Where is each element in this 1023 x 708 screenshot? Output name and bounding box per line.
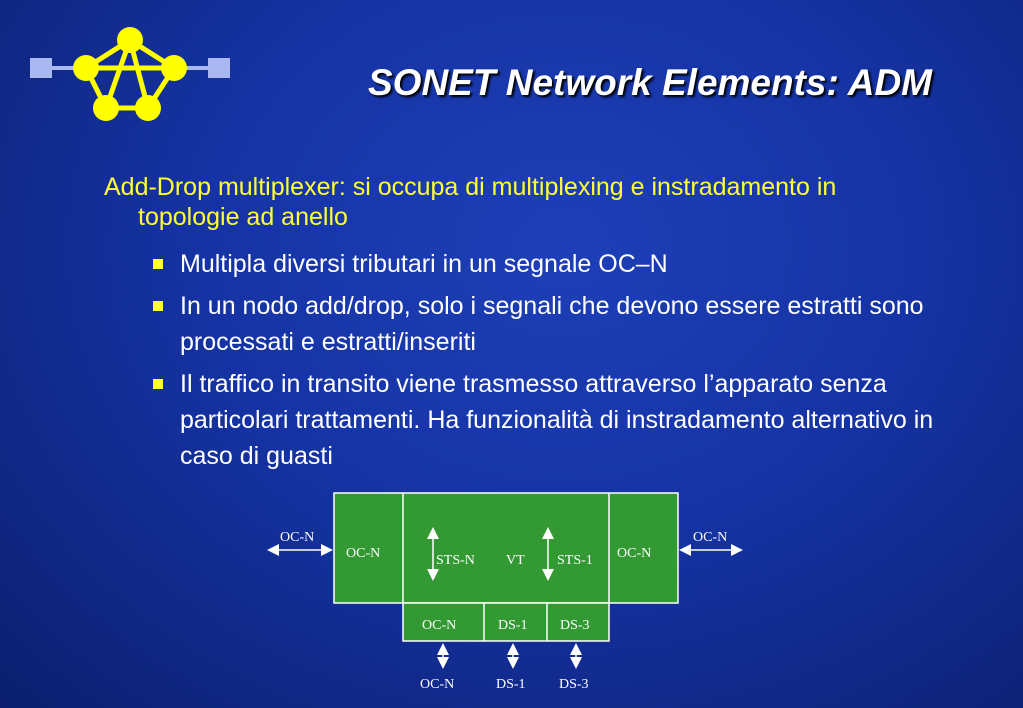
bullet-item — [150, 288, 950, 360]
logo-port-left — [30, 58, 52, 78]
bullet-item — [150, 366, 950, 474]
slide-title: SONET Network Elements: ADM — [368, 62, 932, 103]
network-topology-logo-icon — [28, 26, 238, 126]
center-label-sts-n: STS-N — [436, 553, 475, 568]
center-label-vt: VT — [506, 553, 525, 568]
left-port-label: OC-N — [280, 530, 315, 545]
tributary-block-oc-n: OC-N — [422, 618, 457, 633]
tributary-block-ds-3: DS-3 — [560, 618, 590, 633]
tributary-block-ds-1: DS-1 — [498, 618, 528, 633]
logo-port-right — [208, 58, 230, 78]
bullet-item — [150, 246, 950, 282]
adm-left-block-label: OC-N — [346, 546, 381, 561]
square-bullet-icon — [153, 301, 163, 311]
adm-diagram — [260, 490, 760, 702]
square-bullet-icon — [153, 259, 163, 269]
adm-right-block-label: OC-N — [617, 546, 652, 561]
bullet-list — [150, 246, 950, 480]
bullet-text: Il traffico in transito viene trasmesso attraverso l’apparato senza particolari trattamenti. Ha funzionalità di instradamento alternativo in caso di guasti — [180, 370, 934, 470]
intro-text: Add-Drop multiplexer: si occupa di multiplexing e instradamento in topologie ad anello — [104, 173, 837, 231]
center-label-sts-1: STS-1 — [557, 553, 593, 568]
bullet-text: In un nodo add/drop, solo i segnali che devono essere estratti sono processati e estratti/inseriti — [180, 292, 924, 356]
tributary-label-ds-1: DS-1 — [496, 677, 526, 692]
square-bullet-icon — [153, 379, 163, 389]
tributary-label-oc-n: OC-N — [420, 677, 455, 692]
right-port-label: OC-N — [693, 530, 728, 545]
bullet-text: Multipla diversi tributari in un segnale OC–N — [180, 250, 668, 278]
tributary-label-ds-3: DS-3 — [559, 677, 589, 692]
